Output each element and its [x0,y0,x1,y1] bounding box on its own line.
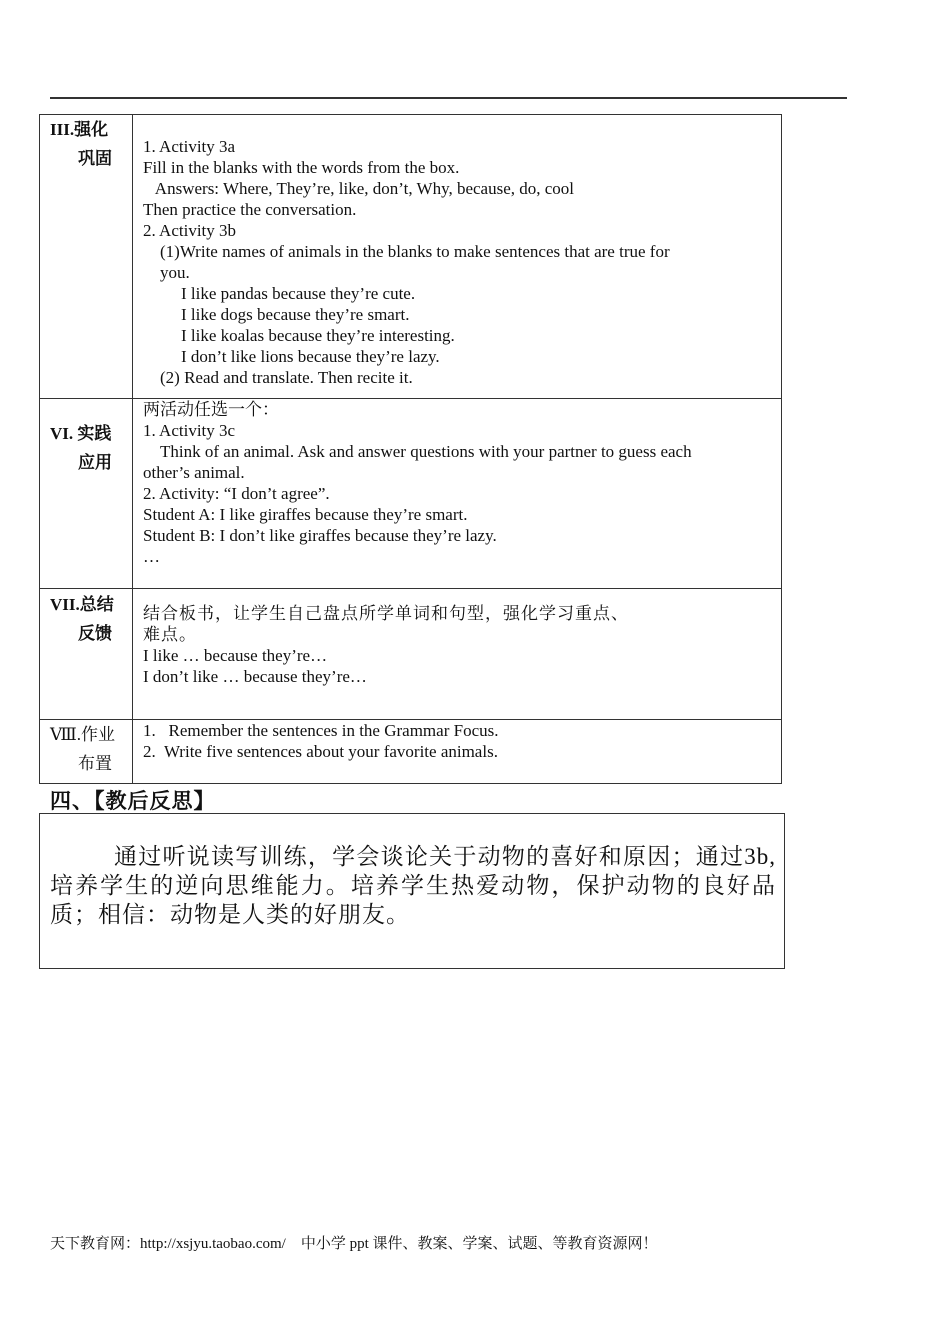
label-line: 反馈 [78,624,112,643]
content-line: (1)Write names of animals in the blanks to make sentences that are true for [160,242,670,261]
section-label [40,720,133,784]
label-line: Ⅷ.作业 [50,725,116,744]
content-line: I like dogs because they’re smart. [181,305,410,324]
section-row-homework [40,720,782,784]
page-footer: 天下教育网：http://xsjyu.taobao.com/ 中小学 ppt 课件、教案、学案、试题、等教育资源网！ [50,1236,658,1252]
content-line: Then practice the conversation. [143,200,357,219]
content-line: I like … because they’re… [143,646,328,665]
content-line: I don’t like lions because they’re lazy. [181,347,440,366]
label-line: 巩固 [78,149,112,168]
content-line: 2. Write five sentences about your favorite animals. [143,742,498,761]
content-line [143,115,781,136]
content-line: Student B: I don’t like giraffes because they’re lazy. [143,526,497,545]
content-line: 结合板书，让学生自己盘点所学单词和句型，强化学习重点、 [143,604,629,623]
content-line: I don’t like … because they’re… [143,667,367,686]
content-line: 难点。 [143,625,197,644]
section-row-summary [40,589,782,720]
content-line: 1. Activity 3c [143,421,236,440]
section-label [40,399,133,589]
content-line: Fill in the blanks with the words from the box. [143,158,460,177]
section-label [40,115,133,399]
label-line: 布置 [78,754,112,773]
section-content [133,720,782,784]
label-line: 应用 [78,453,112,472]
reflection-heading: 四、【教后反思】 [50,789,216,813]
section-content [133,115,782,399]
content-line: I like pandas because they’re cute. [181,284,416,303]
section-content [133,589,782,720]
content-line: 两活动任选一个： [143,400,279,419]
content-line: 1. Remember the sentences in the Grammar Focus. [143,721,499,740]
reflection-text: 通过听说读写训练，学会谈论关于动物的喜好和原因；通过3b, 培养学生的逆向思维能力。培养学生热爱动物，保护动物的良好品质；相信：动物是人类的好朋友。 [50,844,776,927]
section-row-practice [40,399,782,589]
content-line: I like koalas because they’re interesting. [181,326,455,345]
reflection-box [39,813,785,969]
section-content [133,399,782,589]
content-line: 2. Activity 3b [143,221,237,240]
header-rule [50,97,847,99]
section-label [40,589,133,720]
content-line: 1. Activity 3a [143,137,236,156]
content-line: other’s animal. [143,463,245,482]
content-line: Answers: Where, They’re, like, don’t, Why, because, do, cool [143,179,575,198]
content-line: Think of an animal. Ask and answer questions with your partner to guess each [160,442,692,461]
label-line: III.强化 [50,120,109,139]
content-line: (2) Read and translate. Then recite it. [160,368,413,387]
lesson-plan-table [39,114,782,784]
section-row-consolidation [40,115,782,399]
content-line: you. [160,263,190,282]
content-line: … [143,547,160,566]
content-line: 2. Activity: “I don’t agree”. [143,484,330,503]
label-line: VII.总结 [50,595,114,614]
label-line: VI. 实践 [50,424,112,443]
content-line: Student A: I like giraffes because they’re smart. [143,505,468,524]
